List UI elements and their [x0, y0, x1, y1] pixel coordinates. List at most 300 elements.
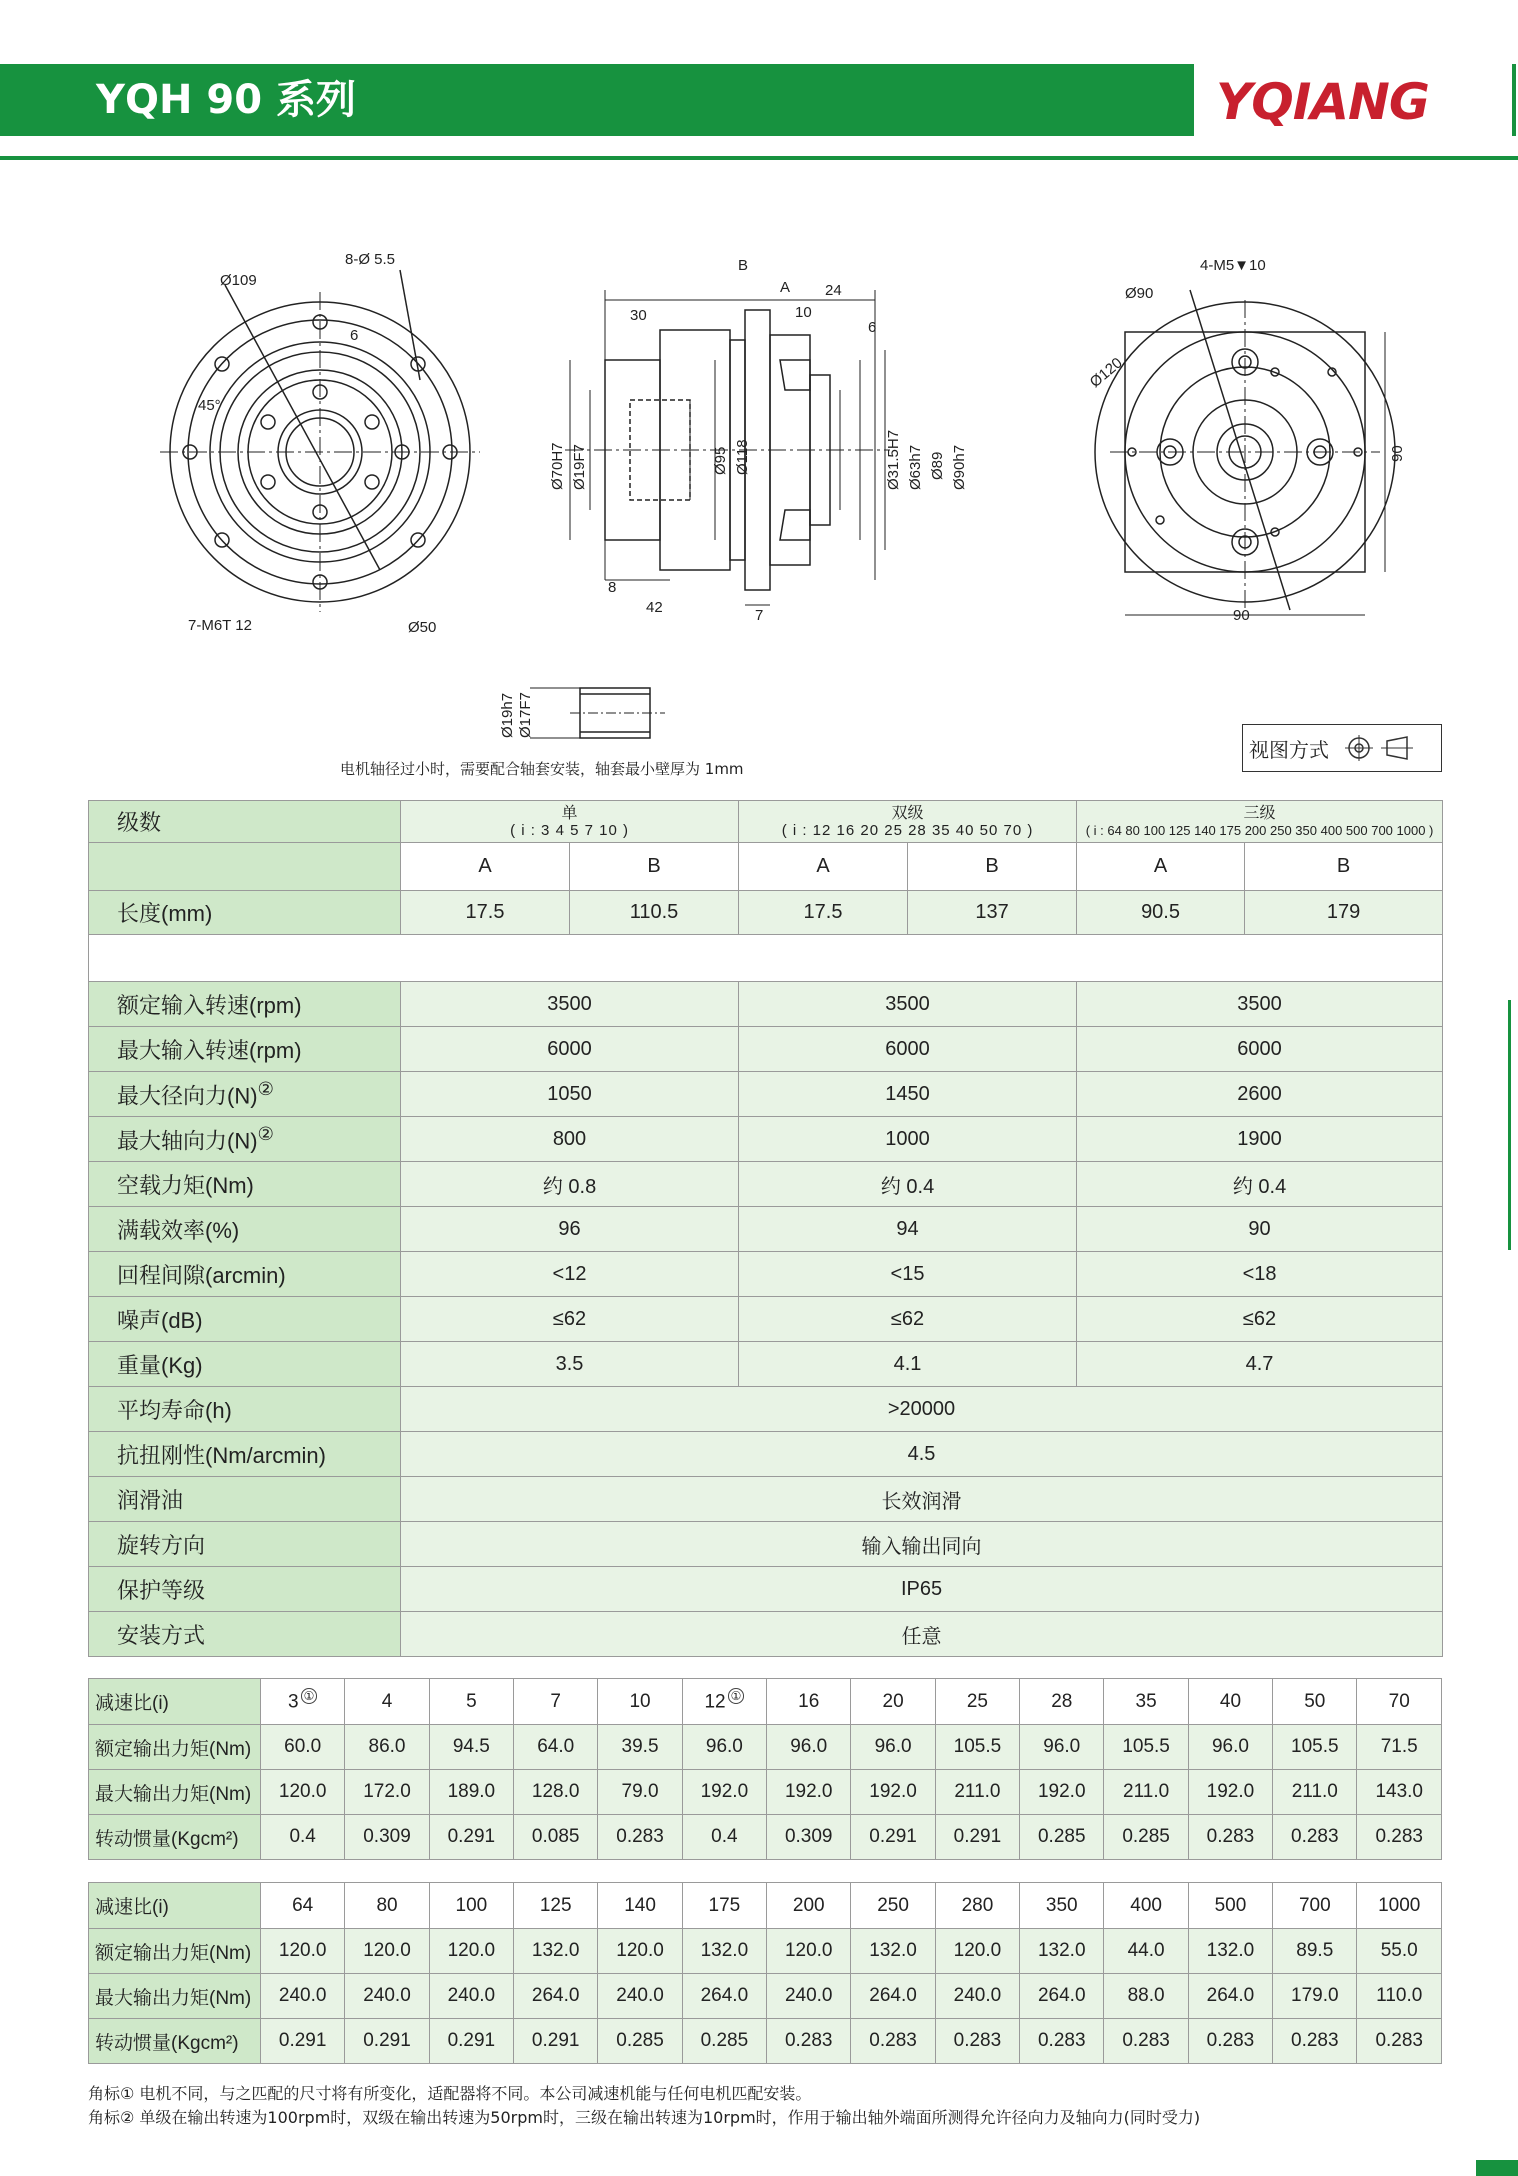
ratio-cell-ratios — [935, 1883, 1019, 1929]
ratio-value: 10 — [629, 1690, 651, 1712]
ratio-cell-ratios — [1020, 1679, 1104, 1725]
ab-header-empty — [89, 843, 401, 891]
page-corner-mark — [1476, 2160, 1518, 2176]
ratio-value: 400 — [1130, 1894, 1162, 1916]
ratio-cell-rated — [345, 1725, 429, 1770]
ratio-cell-ratios — [1273, 1883, 1357, 1929]
spec-value: 4.1 — [739, 1342, 1077, 1387]
ratio-value: 500 — [1214, 1894, 1247, 1916]
ratio-value: 0.4 — [289, 1826, 316, 1847]
ratio-value: 39.5 — [621, 1736, 659, 1757]
ratio-cell-rated — [514, 1929, 598, 1974]
spec-row-label: 最大轴向力(N) — [117, 1128, 258, 1154]
dim-right-1: Ø90 — [1125, 285, 1154, 302]
ratio-cell-inertia — [851, 1815, 935, 1860]
ratio-value: 200 — [792, 1894, 825, 1916]
dim-side-0: B — [738, 257, 749, 274]
ratio-value: 105.5 — [1291, 1736, 1339, 1757]
ratio-value: 105.5 — [1122, 1736, 1170, 1757]
ratio-cell-inertia — [682, 2019, 766, 2064]
ratio-value: 0.291 — [953, 1826, 1002, 1847]
ratio-cell-ratios — [767, 1883, 851, 1929]
ratio-cell-max — [598, 1770, 682, 1815]
ratio-cell-rated — [1020, 1725, 1104, 1770]
ratio-value: 120.0 — [278, 1781, 327, 1802]
ratio-value: 5 — [466, 1690, 477, 1712]
ab-header: A — [1077, 843, 1245, 891]
ratio-value: 132.0 — [1206, 1940, 1255, 1961]
page-edge-mark — [1508, 1000, 1518, 1250]
ratio-value: 264.0 — [700, 1985, 749, 2006]
ratio-cell-inertia — [598, 1815, 682, 1860]
ratio-cell-inertia — [767, 1815, 851, 1860]
ratio-value: 96.0 — [1211, 1736, 1249, 1757]
ratio-value: 125 — [539, 1894, 572, 1916]
spec-value: 4.5 — [401, 1432, 1443, 1477]
length-value: 90.5 — [1077, 891, 1245, 935]
ratio-value: 192.0 — [1206, 1781, 1255, 1802]
dim-left-0: Ø109 — [220, 272, 257, 289]
spec-value: 1050 — [401, 1072, 739, 1117]
ratio-value: 1000 — [1378, 1894, 1421, 1916]
ratio-cell-inertia — [1273, 2019, 1357, 2064]
ratio-value: 192.0 — [700, 1781, 749, 1802]
ratio-cell-inertia — [1357, 1815, 1442, 1860]
ratio-cell-max — [682, 1770, 766, 1815]
ratio-value: 16 — [798, 1690, 820, 1712]
ratio-cell-ratios — [598, 1679, 682, 1725]
ratio-cell-max — [261, 1974, 345, 2019]
ratio-cell-rated — [1188, 1929, 1272, 1974]
ratio-value: 64 — [292, 1894, 314, 1916]
ratio-cell-inertia — [1104, 2019, 1188, 2064]
spec-row-label: 抗扭刚性(Nm/arcmin) — [89, 1432, 401, 1477]
spec-row-label: 满载效率(%) — [89, 1207, 401, 1252]
ratio-value: 60.0 — [284, 1736, 322, 1757]
dim-side-4: 10 — [795, 304, 812, 321]
dim-side-10: Ø31.5H7 — [885, 429, 902, 490]
ratio-value: 280 — [961, 1894, 994, 1916]
spec-value: 约 0.4 — [739, 1162, 1077, 1207]
ratio-value: 240.0 — [784, 1985, 833, 2006]
ratio-cell-ratios — [1357, 1679, 1442, 1725]
ratio-value: 250 — [877, 1894, 909, 1916]
footnote-1: 角标① 电机不同，与之匹配的尺寸将有所变化，适配器将不同。本公司减速机能与任何电机匹配安装。 — [88, 2084, 812, 2103]
ratio-value: 12 — [704, 1691, 726, 1713]
ratio-value: 0.283 — [784, 2030, 833, 2051]
ratio-value: 80 — [376, 1894, 398, 1916]
ratio-cell-max — [935, 1770, 1019, 1815]
ratio-cell-max — [1273, 1974, 1357, 2019]
technical-drawings — [170, 240, 1406, 650]
ratio-cell-inertia — [514, 1815, 598, 1860]
ratio-value: 240.0 — [278, 1985, 327, 2006]
ratio-value: 105.5 — [953, 1736, 1002, 1757]
ratio-cell-rated — [429, 1929, 513, 1974]
dim-side-7: Ø19F7 — [571, 444, 588, 490]
dim-left-4: 7-M6T 12 — [188, 617, 252, 634]
ratio-cell-rated — [1357, 1929, 1442, 1974]
ratio-row-label: 转动惯量(Kgcm²) — [89, 2019, 261, 2064]
view-mode-label: 视图方式 — [1249, 737, 1329, 762]
dim-left-2: 6 — [350, 327, 359, 344]
ratio-cell-ratios — [429, 1883, 513, 1929]
ratio-value: 89.5 — [1296, 1940, 1334, 1961]
ratio-cell-ratios — [1188, 1883, 1272, 1929]
ratio-row-label: 额定输出力矩(Nm) — [89, 1929, 261, 1974]
stage-triple-ratios: ( i : 64 80 100 125 140 175 200 250 350 400 500 700 1000 ) — [1085, 822, 1434, 838]
ratio-cell-inertia — [1188, 2019, 1272, 2064]
dim-side-12: Ø89 — [929, 451, 946, 480]
ratio-cell-ratios — [345, 1679, 429, 1725]
ratio-value: 0.4 — [711, 1826, 738, 1847]
ab-header: B — [1245, 843, 1443, 891]
ratio-cell-inertia — [261, 2019, 345, 2064]
spec-value: 3.5 — [401, 1342, 739, 1387]
spec-value: 96 — [401, 1207, 739, 1252]
ratio-cell-max — [514, 1770, 598, 1815]
ratio-cell-inertia — [1104, 1815, 1188, 1860]
ratio-cell-ratios — [1188, 1679, 1272, 1725]
ratio-value: 4 — [381, 1690, 393, 1712]
spec-row-label: 空载力矩(Nm) — [89, 1162, 401, 1207]
spec-value: <15 — [739, 1252, 1077, 1297]
spec-row-label: 噪声(dB) — [89, 1297, 401, 1342]
ratio-value: 211.0 — [954, 1781, 1001, 1802]
footnote-2: 角标② 单级在输出转速为100rpm时，双级在输出转速为50rpm时，三级在输出转速为10rpm时，作用于输出轴外端面所测得允许径向力及轴向力(同时受力) — [88, 2108, 1201, 2127]
ratio-cell-max — [851, 1974, 935, 2019]
ratio-cell-ratios — [514, 1883, 598, 1929]
ratio-cell-max — [682, 1974, 766, 2019]
spec-value: 长效润滑 — [401, 1477, 1443, 1522]
ratio-cell-ratios — [345, 1883, 429, 1929]
spec-value: 800 — [401, 1117, 739, 1162]
ratio-value: 0.291 — [869, 1826, 917, 1847]
ratio-value: 86.0 — [368, 1736, 406, 1757]
spec-value: 1450 — [739, 1072, 1077, 1117]
ratio-cell-inertia — [429, 2019, 513, 2064]
ratio-cell-inertia — [1357, 2019, 1442, 2064]
spec-row-label: 保护等级 — [89, 1567, 401, 1612]
ratio-cell-inertia — [935, 1815, 1019, 1860]
ratio-cell-max — [1104, 1974, 1188, 2019]
spec-row-label: 旋转方向 — [89, 1522, 401, 1567]
ratio-cell-max — [851, 1770, 935, 1815]
ratio-value: 44.0 — [1127, 1940, 1165, 1961]
ratio-cell-ratios — [1020, 1883, 1104, 1929]
ratio-row-label: 减速比(i) — [89, 1883, 261, 1929]
spec-row-label: 平均寿命(h) — [89, 1387, 401, 1432]
ratio-value: 132.0 — [1037, 1940, 1086, 1961]
stage-triple-name: 三级 — [1243, 804, 1276, 822]
dim-left-1: 8-Ø 5.5 — [345, 251, 396, 268]
length-value: 17.5 — [739, 891, 908, 935]
dim-right-2: Ø120 — [1086, 354, 1126, 392]
stage-double — [739, 801, 1077, 843]
ratio-value: 64.0 — [537, 1736, 575, 1757]
ratio-cell-rated — [682, 1929, 766, 1974]
dim-side-11: Ø63h7 — [907, 444, 924, 490]
sleeve-note: 电机轴径过小时，需要配合轴套安装，轴套最小壁厚为 1mm — [340, 760, 744, 778]
ratio-value: 55.0 — [1380, 1940, 1418, 1961]
stage-single-name: 单 — [561, 804, 578, 822]
ratio-value: 50 — [1304, 1690, 1326, 1712]
ratio-cell-inertia — [514, 2019, 598, 2064]
footnote-mark-1: ① — [728, 1688, 745, 1704]
shaft-sleeve-drawing — [500, 682, 680, 742]
ratio-cell-ratios — [935, 1679, 1019, 1725]
ratio-value: 96.0 — [790, 1736, 828, 1757]
ratio-cell-ratios — [767, 1679, 851, 1725]
spec-value: IP65 — [401, 1567, 1443, 1612]
stage-triple — [1077, 801, 1443, 843]
spec-value: <12 — [401, 1252, 739, 1297]
stage-double-name: 双级 — [891, 804, 924, 822]
dim-side-9: Ø118 — [734, 439, 751, 475]
ratio-cell-max — [767, 1974, 851, 2019]
brand-logo: YQIANG — [1216, 73, 1429, 131]
ratio-cell-rated — [851, 1725, 935, 1770]
ratio-cell-ratios — [261, 1883, 345, 1929]
ratio-value: 96.0 — [705, 1736, 743, 1757]
ratio-cell-max — [1357, 1770, 1442, 1815]
stage-single-ratios: ( i : 3 4 5 7 10 ) — [510, 821, 629, 839]
ratio-cell-ratios — [598, 1883, 682, 1929]
ratio-table-1 — [88, 1678, 1442, 1860]
dim-side-2: 30 — [630, 307, 647, 324]
ratio-cell-rated — [1273, 1929, 1357, 1974]
ratio-value: 0.283 — [1291, 1826, 1339, 1847]
header-divider — [0, 156, 1518, 160]
spec-value: <18 — [1077, 1252, 1443, 1297]
spec-table — [88, 800, 1443, 1657]
ratio-cell-max — [935, 1974, 1019, 2019]
ratio-value: 120.0 — [784, 1940, 833, 1961]
ratio-cell-inertia — [935, 2019, 1019, 2064]
ratio-cell-max — [1020, 1974, 1104, 2019]
ratio-cell-inertia — [345, 2019, 429, 2064]
ratio-cell-ratios — [1357, 1883, 1442, 1929]
ratio-value: 189.0 — [447, 1781, 496, 1802]
dim-side-3: 24 — [825, 282, 842, 299]
dim-right-3: 90 — [1389, 445, 1406, 462]
ratio-value: 240.0 — [953, 1985, 1002, 2006]
spec-value: 6000 — [1077, 1027, 1443, 1072]
ratio-value: 120.0 — [953, 1940, 1002, 1961]
ratio-cell-rated — [598, 1929, 682, 1974]
ratio-value: 0.283 — [953, 2030, 1002, 2051]
ratio-cell-ratios — [1104, 1883, 1188, 1929]
ratio-cell-ratios — [851, 1883, 935, 1929]
ab-header: B — [908, 843, 1077, 891]
ratio-cell-rated — [1104, 1725, 1188, 1770]
front-view-right — [1095, 290, 1395, 615]
ratio-cell-inertia — [851, 2019, 935, 2064]
sleeve-dim-inner: Ø17F7 — [517, 692, 534, 738]
ratio-cell-rated — [1020, 1929, 1104, 1974]
dim-side-6: Ø70H7 — [549, 442, 566, 490]
ratio-value: 79.0 — [621, 1781, 659, 1802]
ratio-value: 179.0 — [1291, 1985, 1339, 2006]
ratio-value: 0.291 — [278, 2030, 327, 2051]
ratio-value: 0.285 — [1037, 1826, 1086, 1847]
ratio-value: 3 — [288, 1691, 299, 1713]
ratio-cell-inertia — [1020, 2019, 1104, 2064]
ratio-value: 0.283 — [869, 2030, 917, 2051]
footnote-mark-2: ② — [257, 1122, 274, 1144]
ratio-value: 175 — [708, 1894, 741, 1916]
ratio-cell-ratios — [1273, 1679, 1357, 1725]
spec-value: 3500 — [1077, 982, 1443, 1027]
ratio-cell-rated — [514, 1725, 598, 1770]
ratio-value: 0.291 — [363, 2030, 411, 2051]
spec-value: 6000 — [401, 1027, 739, 1072]
spec-value: 3500 — [401, 982, 739, 1027]
ratio-value: 211.0 — [1123, 1781, 1170, 1802]
spec-value: 1000 — [739, 1117, 1077, 1162]
page-title: YQH 90 系列 — [96, 77, 356, 123]
ratio-value: 40 — [1219, 1690, 1242, 1712]
ratio-value: 120.0 — [447, 1940, 496, 1961]
spec-row-label: 回程间隙(arcmin) — [89, 1252, 401, 1297]
ratio-table-2 — [88, 1882, 1442, 2064]
footnote-mark-2: ② — [257, 1077, 274, 1099]
ratio-value: 96.0 — [874, 1736, 912, 1757]
spec-value: 2600 — [1077, 1072, 1443, 1117]
dim-side-5: 6 — [868, 319, 877, 336]
ratio-value: 132.0 — [700, 1940, 749, 1961]
ratio-cell-rated — [935, 1929, 1019, 1974]
projection-symbol-icon — [1341, 733, 1421, 763]
ratio-cell-max — [1020, 1770, 1104, 1815]
ratio-cell-rated — [598, 1725, 682, 1770]
ratio-cell-inertia — [767, 2019, 851, 2064]
dim-right-0: 4-M5▼10 — [1200, 257, 1266, 274]
ratio-value: 94.5 — [452, 1736, 490, 1757]
ratio-value: 192.0 — [784, 1781, 833, 1802]
ratio-cell-rated — [935, 1725, 1019, 1770]
spec-row-label-cell — [89, 1117, 401, 1162]
spec-row-label: 重量(Kg) — [89, 1342, 401, 1387]
spec-value: 94 — [739, 1207, 1077, 1252]
ratio-row-label: 最大输出力矩(Nm) — [89, 1974, 261, 2019]
ratio-value: 0.309 — [784, 1826, 833, 1847]
ab-header: B — [570, 843, 739, 891]
ratio-value: 70 — [1388, 1690, 1410, 1712]
ratio-value: 0.285 — [700, 2030, 749, 2051]
dim-side-13: Ø90h7 — [951, 444, 968, 490]
ab-header: A — [739, 843, 908, 891]
ratio-row-label: 额定输出力矩(Nm) — [89, 1725, 261, 1770]
ratio-value: 240.0 — [363, 1985, 411, 2006]
ratio-value: 25 — [966, 1690, 988, 1712]
ab-header: A — [401, 843, 570, 891]
ratio-value: 0.283 — [1206, 2030, 1255, 2051]
ratio-value: 128.0 — [531, 1781, 580, 1802]
ratio-value: 88.0 — [1127, 1985, 1165, 2006]
ratio-cell-inertia — [1188, 1815, 1272, 1860]
ratio-cell-rated — [1273, 1725, 1357, 1770]
dim-side-1: A — [780, 279, 791, 296]
ratio-value: 110.0 — [1376, 1985, 1423, 2006]
ratio-cell-rated — [429, 1725, 513, 1770]
ratio-value: 132.0 — [531, 1940, 580, 1961]
ratio-value: 96.0 — [1043, 1736, 1081, 1757]
ratio-cell-inertia — [682, 1815, 766, 1860]
ratio-value: 0.283 — [1037, 2030, 1086, 2051]
ratio-value: 350 — [1045, 1894, 1078, 1916]
ratio-value: 132.0 — [869, 1940, 917, 1961]
ratio-value: 0.291 — [531, 2030, 580, 2051]
length-label: 长度(mm) — [89, 891, 401, 935]
ratio-cell-rated — [1104, 1929, 1188, 1974]
dim-right-4: 90 — [1233, 607, 1250, 624]
ratio-value: 0.283 — [616, 1826, 664, 1847]
dim-left-5: Ø50 — [408, 619, 437, 636]
dim-side-14: 8 — [608, 579, 617, 596]
length-value: 137 — [908, 891, 1077, 935]
ratio-value: 0.283 — [1291, 2030, 1339, 2051]
ratio-cell-max — [1104, 1770, 1188, 1815]
ratio-cell-rated — [1357, 1725, 1442, 1770]
ratio-cell-ratios — [682, 1883, 766, 1929]
spec-value: ≤62 — [739, 1297, 1077, 1342]
ratio-value: 264.0 — [1206, 1985, 1255, 2006]
ratio-cell-rated — [261, 1929, 345, 1974]
spec-value: 约 0.8 — [401, 1162, 739, 1207]
spec-value: 3500 — [739, 982, 1077, 1027]
ratio-value: 192.0 — [1037, 1781, 1086, 1802]
footnote-mark-1: ① — [301, 1688, 318, 1704]
ratio-cell-max — [1188, 1770, 1272, 1815]
ratio-cell-ratios — [1104, 1679, 1188, 1725]
ratio-cell-rated — [851, 1929, 935, 1974]
ratio-value: 211.0 — [1291, 1781, 1338, 1802]
ratio-cell-inertia — [261, 1815, 345, 1860]
dim-side-8: Ø95 — [712, 446, 729, 475]
ratio-cell-rated — [345, 1929, 429, 1974]
sleeve-dim-outer: Ø19h7 — [499, 692, 516, 738]
ratio-value: 0.291 — [447, 1826, 496, 1847]
ratio-cell-ratios — [851, 1679, 935, 1725]
spacer-row — [89, 935, 1443, 982]
stage-single — [401, 801, 739, 843]
ratio-cell-ratios — [261, 1679, 345, 1725]
ratio-value: 143.0 — [1375, 1781, 1423, 1802]
spec-value: 约 0.4 — [1077, 1162, 1443, 1207]
ratio-cell-ratios — [429, 1679, 513, 1725]
ratio-cell-max — [1357, 1974, 1442, 2019]
ratio-cell-max — [598, 1974, 682, 2019]
ratio-value: 0.283 — [1375, 2030, 1423, 2051]
header-accent-bar — [1512, 64, 1516, 136]
ratio-cell-inertia — [598, 2019, 682, 2064]
ratio-cell-rated — [767, 1725, 851, 1770]
ratio-value: 264.0 — [869, 1985, 917, 2006]
ratio-cell-max — [429, 1974, 513, 2019]
spec-row-label: 最大径向力(N) — [117, 1083, 258, 1109]
dim-side-16: 7 — [755, 607, 764, 624]
stage-double-ratios: ( i : 12 16 20 25 28 35 40 50 70 ) — [781, 821, 1034, 839]
dim-side-15: 42 — [646, 599, 663, 616]
ratio-row-label: 减速比(i) — [89, 1679, 261, 1725]
ratio-cell-inertia — [1020, 1815, 1104, 1860]
ratio-value: 700 — [1298, 1894, 1331, 1916]
ratio-cell-max — [345, 1770, 429, 1815]
spec-value: ≤62 — [1077, 1297, 1443, 1342]
spec-value: 1900 — [1077, 1117, 1443, 1162]
footnotes — [88, 2082, 1200, 2130]
